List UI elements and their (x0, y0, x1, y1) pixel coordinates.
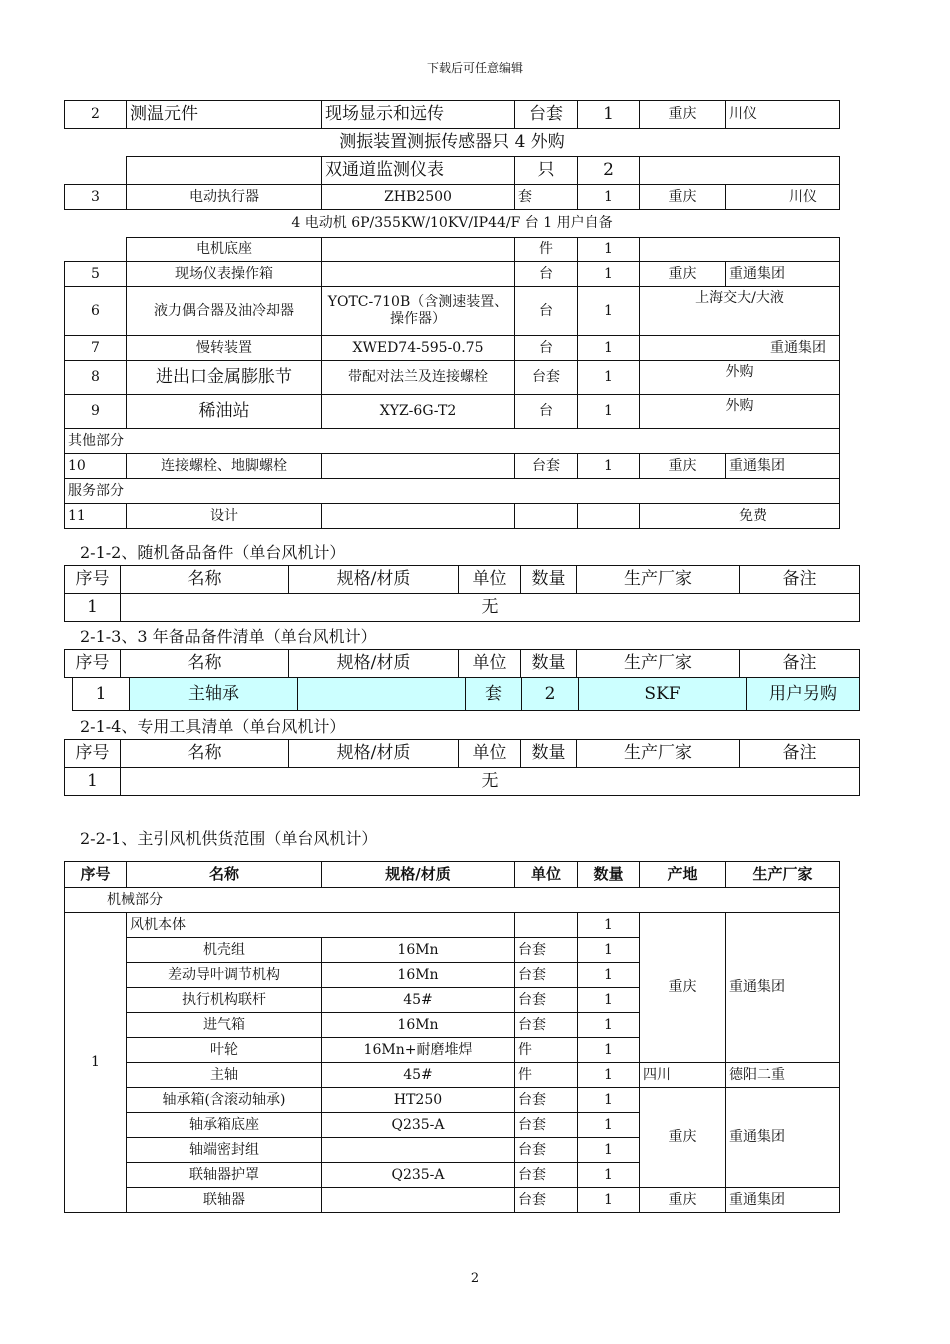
row-qty: 1 (578, 454, 640, 479)
three-year-spares-row (72, 677, 860, 711)
row-name: 主轴承 (130, 678, 298, 711)
row-qty: 1 (578, 1163, 640, 1188)
section-label: 其他部分 (65, 429, 840, 454)
row-qty: 1 (578, 1063, 640, 1088)
row-unit: 件 (515, 1063, 578, 1088)
row-unit: 台 (515, 336, 578, 361)
row-name: 轴承箱(含滚动轴承) (127, 1088, 322, 1113)
section-label: 服务部分 (65, 479, 840, 504)
row-name: 机壳组 (127, 938, 322, 963)
row-name: 轴端密封组 (127, 1138, 322, 1163)
row-name: 测温元件 (127, 101, 322, 129)
table-row (65, 287, 840, 336)
section-title-2-1-2: 2-1-2、随机备品备件（单台风机计） (80, 543, 346, 562)
row-qty: 2 (522, 678, 579, 711)
page-number: 2 (470, 1271, 480, 1286)
row-maker: 重通集团 (726, 262, 840, 287)
section-title-2-2-1: 2-2-1、主引风机供货范围（单台风机计） (80, 829, 378, 848)
row-spec: ZHB2500 (322, 185, 515, 210)
column-header: 备注 (740, 650, 860, 678)
column-header: 生产厂家 (726, 862, 840, 888)
table-row (65, 429, 840, 454)
special-tools-table (64, 739, 860, 796)
row-no: 7 (65, 336, 127, 361)
row-name: 现场仪表操作箱 (127, 262, 322, 287)
row-maker: 重通集团 (640, 336, 840, 361)
row-name: 电机底座 (127, 238, 322, 262)
table-row (65, 768, 860, 796)
row-no: 1 (65, 768, 121, 796)
column-header: 备注 (740, 740, 860, 768)
table-row (65, 913, 840, 938)
row-unit: 件 (515, 1038, 578, 1063)
column-header: 名称 (127, 862, 322, 888)
row-unit: 台套 (515, 988, 578, 1013)
column-header: 规格/材质 (289, 650, 459, 678)
row-origin: 重庆 (640, 454, 726, 479)
row-origin: 重庆 (640, 101, 726, 129)
column-header: 名称 (121, 566, 289, 594)
row-unit: 件 (515, 238, 578, 262)
section-title-2-1-4: 2-1-4、专用工具清单（单台风机计） (80, 717, 346, 736)
table-header-row (65, 740, 860, 768)
header-note: 下载后可任意编辑 (426, 61, 523, 75)
row-content: 无 (121, 768, 860, 796)
row-spec: XYZ-6G-T2 (322, 395, 515, 429)
table-row (65, 262, 840, 287)
row-no: 1 (65, 594, 121, 622)
row-spec: HT250 (322, 1088, 515, 1113)
row-name: 稀油站 (127, 395, 322, 429)
row-qty: 1 (578, 336, 640, 361)
row-unit: 台套 (515, 1013, 578, 1038)
row-unit: 台套 (515, 1188, 578, 1213)
row-name: 电动执行器 (127, 185, 322, 210)
column-header: 序号 (65, 566, 121, 594)
row-spec: 带配对法兰及连接螺栓 (322, 361, 515, 395)
row-maker: 重通集团 (726, 1188, 840, 1213)
section-label: 机械部分 (65, 888, 840, 913)
table-header-row (65, 650, 860, 678)
row-spec: 16Mn (322, 938, 515, 963)
row-qty: 1 (578, 988, 640, 1013)
row-spec: XWED74-595-0.75 (322, 336, 515, 361)
row-spec: Q235-A (322, 1163, 515, 1188)
row-maker: SKF (579, 678, 747, 711)
row-no: 6 (65, 287, 127, 336)
supply-scope-table (64, 861, 840, 1213)
group-no: 1 (65, 913, 127, 1213)
row-origin: 重庆 (640, 1088, 726, 1188)
row-unit: 台套 (515, 361, 578, 395)
row-no: 3 (65, 185, 127, 210)
row-maker: 川仪 (726, 101, 840, 129)
spare-parts-table (64, 565, 860, 622)
table-row (65, 185, 840, 210)
table-header-row (65, 566, 860, 594)
column-header: 规格/材质 (289, 566, 459, 594)
row-no: 10 (65, 454, 127, 479)
table-row (65, 361, 840, 395)
row-origin: 重庆 (640, 913, 726, 1063)
row-no: 5 (65, 262, 127, 287)
row-qty: 1 (578, 1038, 640, 1063)
table-row (65, 479, 840, 504)
row-unit: 台套 (515, 1138, 578, 1163)
row-qty: 1 (578, 913, 640, 938)
table-header-row (65, 862, 840, 888)
row-unit: 台套 (515, 454, 578, 479)
row-no: 1 (73, 678, 130, 711)
row-unit: 台 (515, 262, 578, 287)
column-header: 单位 (459, 740, 521, 768)
table-row (65, 1063, 840, 1088)
row-unit: 台 (515, 287, 578, 336)
row-qty: 1 (578, 1088, 640, 1113)
row-qty: 1 (578, 238, 640, 262)
row-name: 设计 (127, 504, 322, 529)
row-unit: 台套 (515, 963, 578, 988)
row-spec: Q235-A (322, 1113, 515, 1138)
row-content: 无 (121, 594, 860, 622)
row-maker: 上海交大/大液 (640, 287, 840, 336)
row-name: 联轴器护罩 (127, 1163, 322, 1188)
row-qty: 1 (578, 938, 640, 963)
row-name: 主轴 (127, 1063, 322, 1088)
column-header: 名称 (121, 650, 289, 678)
row-qty: 1 (578, 1188, 640, 1213)
row-spec: 45# (322, 988, 515, 1013)
row-qty: 2 (578, 157, 640, 185)
row-maker: 外购 (640, 361, 840, 395)
section-title-2-1-3: 2-1-3、3 年备品备件清单（单台风机计） (80, 627, 377, 646)
three-year-spares-header (64, 649, 860, 678)
column-header: 单位 (459, 566, 521, 594)
row-name: 叶轮 (127, 1038, 322, 1063)
row-name: 慢转装置 (127, 336, 322, 361)
column-header: 规格/材质 (322, 862, 515, 888)
row-spec: 16Mn (322, 1013, 515, 1038)
motor-span: 4 电动机 6P/355KW/10KV/IP44/F 台 1 用户自备 (291, 215, 613, 231)
row-origin: 四川 (640, 1063, 726, 1088)
table-row (65, 504, 840, 529)
row-unit: 只 (515, 157, 578, 185)
table-row (65, 888, 840, 913)
row-name: 连接螺栓、地脚螺栓 (127, 454, 322, 479)
row-qty: 1 (578, 395, 640, 429)
row-unit: 台套 (515, 1088, 578, 1113)
row-unit: 套 (466, 678, 522, 711)
table-row (65, 157, 840, 185)
row-spec (322, 1138, 515, 1163)
row-note: 用户另购 (747, 678, 860, 711)
column-header: 单位 (515, 862, 578, 888)
equipment-table-continued (64, 100, 840, 529)
row-unit: 台套 (515, 101, 578, 129)
column-header: 生产厂家 (577, 650, 740, 678)
row-qty: 1 (578, 101, 640, 129)
row-qty: 1 (578, 963, 640, 988)
row-name: 差动导叶调节机构 (127, 963, 322, 988)
row-no: 8 (65, 361, 127, 395)
table-row (65, 1188, 840, 1213)
column-header: 名称 (121, 740, 289, 768)
row-no: 9 (65, 395, 127, 429)
row-spec (298, 678, 466, 711)
row-name: 进出口金属膨胀节 (127, 361, 322, 395)
column-header: 生产厂家 (577, 566, 740, 594)
row-name: 液力偶合器及油冷却器 (127, 287, 322, 336)
column-header: 产地 (640, 862, 726, 888)
row-no: 11 (65, 504, 127, 529)
column-header: 数量 (521, 740, 577, 768)
row-maker: 重通集团 (726, 913, 840, 1063)
row-unit: 台 (515, 395, 578, 429)
column-header: 生产厂家 (577, 740, 740, 768)
row-maker: 免费 (640, 504, 840, 529)
column-header: 数量 (578, 862, 640, 888)
row-qty: 1 (578, 1138, 640, 1163)
table-row (65, 210, 840, 238)
table-row (65, 594, 860, 622)
table-row (65, 395, 840, 429)
row-spec: 16Mn+耐磨堆焊 (322, 1038, 515, 1063)
row-maker: 重通集团 (726, 454, 840, 479)
table-row (65, 1088, 840, 1113)
row-spec: 现场显示和远传 (322, 101, 515, 129)
row-origin: 重庆 (640, 185, 726, 210)
row-qty: 1 (578, 287, 640, 336)
row-spec: 16Mn (322, 963, 515, 988)
row-name: 执行机构联杆 (127, 988, 322, 1013)
row-qty: 1 (578, 1113, 640, 1138)
row-maker: 外购 (640, 395, 840, 429)
column-header: 规格/材质 (289, 740, 459, 768)
column-header: 数量 (521, 566, 577, 594)
row-qty: 1 (578, 262, 640, 287)
row-name: 轴承箱底座 (127, 1113, 322, 1138)
row-maker: 川仪 (726, 185, 840, 210)
row-maker: 重通集团 (726, 1088, 840, 1188)
row-qty: 1 (578, 1013, 640, 1038)
row-name: 风机本体 (127, 913, 515, 938)
row-unit: 台套 (515, 938, 578, 963)
row-unit: 台套 (515, 1113, 578, 1138)
table-row (65, 101, 840, 129)
row-origin: 重庆 (640, 262, 726, 287)
column-header: 数量 (521, 650, 577, 678)
column-header: 序号 (65, 862, 127, 888)
column-header: 单位 (459, 650, 521, 678)
table-row (65, 238, 840, 262)
vibration-span: 测振装置测振传感器只 4 外购 (339, 132, 565, 152)
table-row (73, 678, 860, 711)
row-unit: 台套 (515, 1163, 578, 1188)
row-origin: 重庆 (640, 1188, 726, 1213)
row-name: 进气箱 (127, 1013, 322, 1038)
table-row (65, 336, 840, 361)
column-header: 序号 (65, 740, 121, 768)
row-unit: 套 (515, 185, 578, 210)
row-no: 2 (65, 101, 127, 129)
table-row (65, 129, 840, 157)
table-row (65, 454, 840, 479)
row-spec (322, 1188, 515, 1213)
row-name: 联轴器 (127, 1188, 322, 1213)
row-spec: 45# (322, 1063, 515, 1088)
row-maker: 德阳二重 (726, 1063, 840, 1088)
row-qty: 1 (578, 361, 640, 395)
column-header: 备注 (740, 566, 860, 594)
row-spec: 双通道监测仪表 (322, 157, 515, 185)
column-header: 序号 (65, 650, 121, 678)
row-qty: 1 (578, 185, 640, 210)
row-spec: YOTC-710B（含测速装置、操作器） (322, 287, 515, 336)
